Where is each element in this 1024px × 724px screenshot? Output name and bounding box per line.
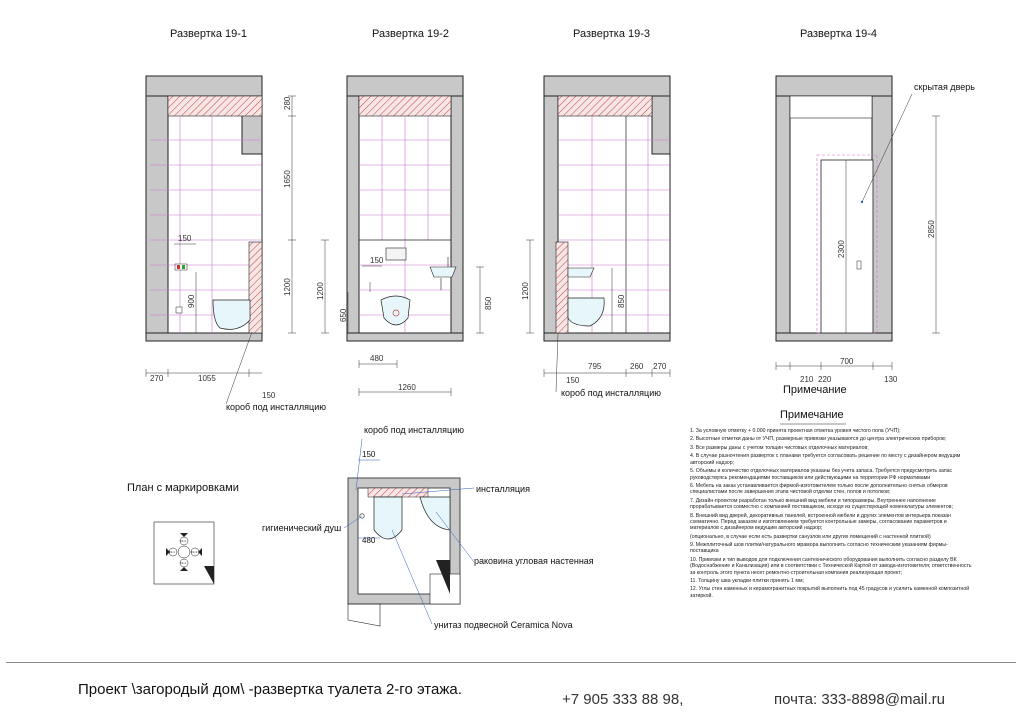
note-item: 10. Привязки и тип выводов для подключения сантехнического оборудования выполнить согласно разделу ВК (Водоснабжение и Канализация) или в соответствии с Технической Картой от завода-изготовителя; ответственность за контроль этого пункта несет ремонтно-строительная компания реализующая проект; (690, 556, 972, 576)
dim-150: 150 (370, 256, 384, 265)
callout-corner-sink: раковина угловая настенная (474, 556, 594, 566)
note-item: 7. Дизайн-проектом разработан только внешний вид мебели и типоразмеры. Внутреннее наполнение прорабатывается совместно с компанией поставщиком, исходя из существующей номенклатуры элементов; (690, 497, 953, 511)
toilet-side (213, 300, 250, 329)
dim-1055: 1055 (198, 374, 216, 383)
project-title: Проект \загородый дом\ -развертка туалета 2-го этажа. (78, 681, 462, 698)
elevation-19-1 (146, 76, 296, 404)
installation-box (249, 242, 262, 333)
dim-480: 480 (370, 354, 384, 363)
floor-plan (344, 439, 474, 626)
dim-850: 850 (617, 294, 626, 308)
marker-19-1: 19-1 (169, 550, 176, 554)
callout-installation-box-1: короб под инсталляцию (226, 402, 326, 412)
callout-hidden-door: скрытая дверь (914, 82, 975, 92)
callout-installation-box-3: короб под инсталляцию (561, 388, 661, 398)
marker-19-4: 19-4 (180, 561, 187, 565)
note-item: 9. Межплиточный шов плитки/натурального мрамора выполнить согласно техническим указаниям фирмы-поставщика (690, 542, 948, 555)
dim-1650: 1650 (283, 170, 292, 188)
notes-list (690, 428, 974, 601)
hidden-door (821, 160, 873, 333)
dim-2300: 2300 (837, 240, 846, 258)
dim-1200: 1200 (283, 278, 292, 296)
elevation-19-3 (521, 76, 670, 392)
hatch-band (168, 96, 262, 116)
callout-hygienic-shower: гигиенический душ (262, 523, 342, 533)
marker-plan (154, 522, 214, 584)
note-item: (опционально, в случае если есть развертки санузлов или других помещений с настенной плиткой) (690, 533, 931, 540)
notes-heading: Примечание (780, 409, 844, 421)
dim-150-plan: 150 (362, 450, 376, 459)
contact-phone[interactable]: +7 905 333 88 98, (562, 691, 684, 708)
plan-title: План с маркировками (127, 482, 239, 494)
callout-installation-box: короб под инсталляцию (364, 425, 464, 435)
elevation-title-19-3: Развертка 19-3 (573, 28, 651, 40)
plan-toilet (374, 497, 402, 539)
marker-19-3: 19-3 (191, 550, 198, 554)
dim-2850: 2850 (927, 220, 936, 238)
callout-toilet: унитаз подвесной Ceramica Nova (434, 620, 573, 630)
dim-795: 795 (588, 362, 602, 371)
dim-260: 260 (630, 362, 644, 371)
dim-1200: 1200 (316, 282, 325, 300)
note-item: 3. Все размеры даны с учетом толщин чистовых отделочных материалов; (690, 444, 869, 451)
note-item: 8. Внешний вид дверей, декоративных панелей, встроенной мебели и других элементов интерьера показан схематично. Перед заказом и изготовлением требуется контрольные замеры, согласование параметров и материалов с дизайнером ведущим авторский надзор; (690, 512, 952, 532)
sink-front (430, 267, 456, 277)
note-item: 5. Объемы и количество отделочных материалов указаны без учета запаса. Требуется предусмотреть запас руководствуясь рекомендациями поставщиков или действующими на территории РФ нормативами (690, 468, 953, 481)
elevation-19-2 (316, 76, 493, 396)
note-item: 2. Высотные отметки даны от УЧП, размерные привязки указываются до центра электрических приборов; (690, 436, 947, 443)
dim-150b: 150 (262, 391, 276, 400)
sink-side (568, 268, 594, 277)
dim-1200: 1200 (521, 282, 530, 300)
dim-220: 220 (818, 375, 832, 384)
dim-210: 210 (800, 375, 814, 384)
notes-heading-small: Примечание (783, 384, 847, 396)
dim-1260: 1260 (398, 383, 416, 392)
dim-270: 270 (653, 362, 667, 371)
note-item: 4. В случае разночтения разверток с планами требуется согласовать решение по месту с дизайнером ведущим авторский надзор; (690, 453, 961, 466)
dim-650: 650 (339, 308, 348, 322)
dim-850: 850 (484, 296, 493, 310)
note-item: 11. Толщину шва укладки плитки принять 1 мм; (690, 578, 804, 584)
marker-19-2: 19-2 (180, 539, 187, 543)
dim-150: 150 (178, 234, 192, 243)
elevation-title-19-4: Развертка 19-4 (800, 28, 878, 40)
contact-email[interactable]: почта: 333-8898@mail.ru (774, 691, 945, 708)
flush-plate (386, 248, 406, 260)
toilet-side (568, 298, 604, 326)
dim-280: 280 (283, 96, 292, 110)
elevation-title-19-2: Развертка 19-2 (372, 28, 450, 40)
elevation-title-19-1: Развертка 19-1 (170, 28, 248, 40)
dim-480-plan: 480 (362, 536, 376, 545)
callout-installation: инсталляция (476, 484, 530, 494)
title-block (6, 662, 1016, 719)
dim-900: 900 (187, 294, 196, 308)
dim-700: 700 (840, 357, 854, 366)
note-item: 6. Мебель на заказ устанавливается фирмой-изготовителем только после дополнительно снятых обмеров специалистами после завершения этапа чистовой отделки стен, полов и потолков; (690, 483, 948, 496)
elevation-19-4 (776, 76, 940, 384)
toilet-front (381, 296, 410, 325)
dim-130: 130 (884, 375, 898, 384)
note-item: 12. Углы стен каменных и керамогранитных покрытий выполнить под 45 градусов и усилить каменной композитной затиркой. (690, 586, 970, 599)
dim-150: 150 (566, 376, 580, 385)
note-item: 1. За условную отметку + 0.000 принята проектная отметка уровня чистого пола (УЧП); (690, 428, 901, 434)
dim-270: 270 (150, 374, 164, 383)
